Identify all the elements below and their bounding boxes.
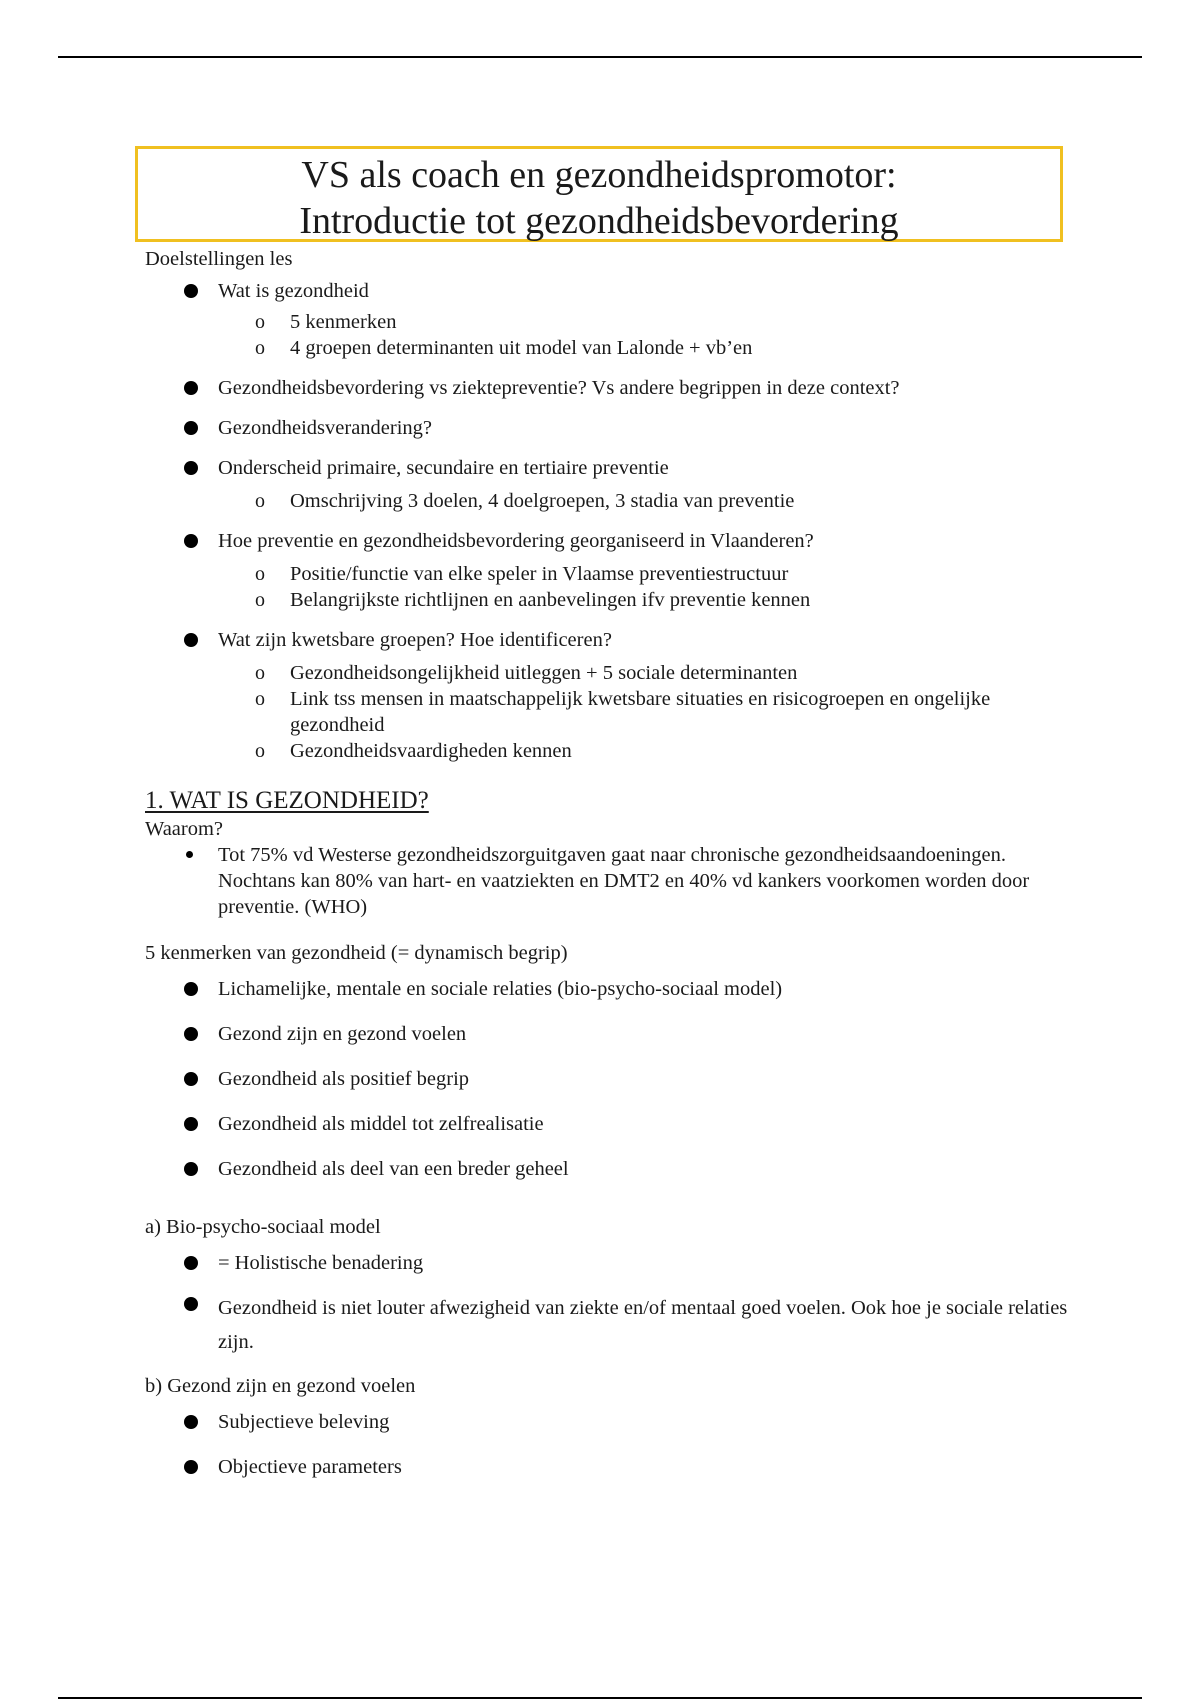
title-box bbox=[135, 146, 1063, 242]
features-heading: 5 kenmerken van gezondheid (= dynamisch begrip) bbox=[145, 942, 568, 964]
a-item: Gezondheid is niet louter afwezigheid van ziekte en/of mentaal goed voelen. Ook hoe je sociale relaties zijn. bbox=[145, 1291, 1075, 1359]
objective-subitem: o Belangrijkste richtlijnen en aanbevelingen ifv preventie kennen bbox=[145, 587, 1075, 613]
objective-subitem: o Positie/functie van elke speler in Vlaamse preventiestructuur bbox=[145, 561, 1075, 587]
top-rule bbox=[58, 56, 1142, 58]
objective-subitem: o Gezondheidsongelijkheid uitleggen + 5 sociale determinanten bbox=[145, 660, 1075, 686]
bottom-rule bbox=[58, 1697, 1142, 1699]
why-item: Tot 75% vd Westerse gezondheidszorguitgaven gaat naar chronische gezondheidsaandoeningen. Nochtans kan 80% van hart- en vaatziekten en DMT2 en 40% vd kankers voorkomen worden door preventie. (WHO) bbox=[145, 842, 1075, 920]
objective-subitem: o Omschrijving 3 doelen, 4 doelgroepen, 3 stadia van preventie bbox=[145, 488, 1075, 514]
objectives-list bbox=[145, 278, 1075, 304]
features-list bbox=[145, 976, 1075, 1182]
objective-sublist bbox=[145, 660, 1075, 764]
objective-item: Onderscheid primaire, secundaire en tertiaire preventie bbox=[145, 455, 1075, 481]
section-heading: 1. WAT IS GEZONDHEID? bbox=[145, 787, 429, 814]
b-item: Objectieve parameters bbox=[145, 1454, 1075, 1480]
objectives-heading: Doelstellingen les bbox=[145, 248, 293, 270]
objective-sublist bbox=[145, 309, 1075, 361]
objective-sublist bbox=[145, 561, 1075, 613]
title-line-1: VS als coach en gezondheidspromotor: bbox=[301, 154, 897, 196]
objective-subitem: o Link tss mensen in maatschappelijk kwetsbare situaties en risicogroepen en ongelijke gezondheid bbox=[145, 686, 1075, 738]
a-list bbox=[145, 1250, 1075, 1359]
b-list bbox=[145, 1409, 1075, 1480]
objective-item: Wat zijn kwetsbare groepen? Hoe identificeren? bbox=[145, 627, 1075, 653]
objective-subitem: o 4 groepen determinanten uit model van Lalonde + vb’en bbox=[145, 335, 1075, 361]
objective-item: Hoe preventie en gezondheidsbevordering georganiseerd in Vlaanderen? bbox=[145, 528, 1075, 554]
a-item: = Holistische benadering bbox=[145, 1250, 1075, 1276]
objective-item: Gezondheidsverandering? bbox=[145, 415, 1075, 441]
objective-item: Gezondheidsbevordering vs ziektepreventie? Vs andere begrippen in deze context? bbox=[145, 375, 1075, 401]
document-body bbox=[145, 246, 1075, 1480]
feature-item: Gezondheid als positief begrip bbox=[145, 1066, 1075, 1092]
feature-item: Gezond zijn en gezond voelen bbox=[145, 1021, 1075, 1047]
objective-item: Wat is gezondheid bbox=[145, 278, 1075, 304]
title-line-2: Introductie tot gezondheidsbevordering bbox=[299, 200, 899, 242]
objective-subitem: o Gezondheidsvaardigheden kennen bbox=[145, 738, 1075, 764]
feature-item: Lichamelijke, mentale en sociale relaties (bio-psycho-sociaal model) bbox=[145, 976, 1075, 1002]
feature-item: Gezondheid als deel van een breder geheel bbox=[145, 1156, 1075, 1182]
objective-sublist bbox=[145, 488, 1075, 514]
subheading-b: b) Gezond zijn en gezond voelen bbox=[145, 1375, 416, 1397]
why-label: Waarom? bbox=[145, 818, 224, 840]
objective-subitem: o 5 kenmerken bbox=[145, 309, 1075, 335]
subheading-a: a) Bio-psycho-sociaal model bbox=[145, 1216, 381, 1238]
feature-item: Gezondheid als middel tot zelfrealisatie bbox=[145, 1111, 1075, 1137]
b-item: Subjectieve beleving bbox=[145, 1409, 1075, 1435]
